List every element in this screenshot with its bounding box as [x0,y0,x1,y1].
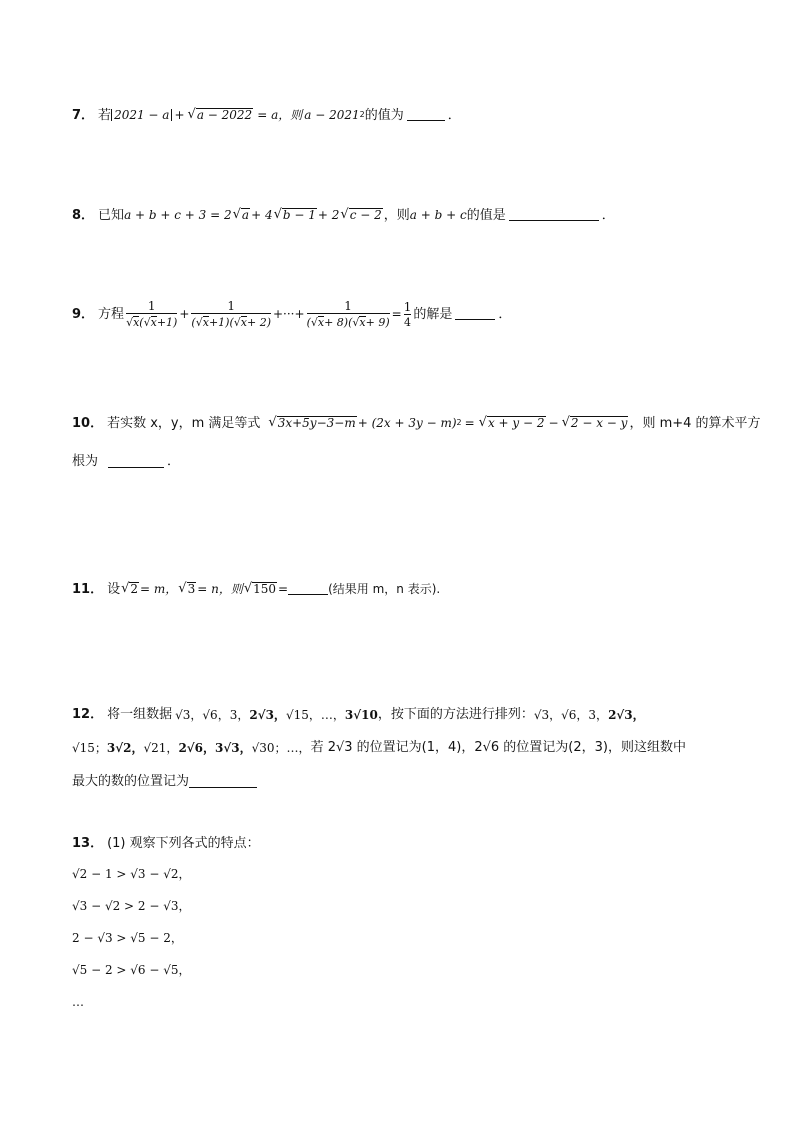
data-item: 3， [588,707,609,722]
exponent: 2 [456,418,462,428]
period: ． [167,454,181,469]
question-8 [72,208,615,223]
sqrt-expression: √ 3 [178,581,196,596]
data-item: √15； [72,740,107,755]
question-text: (1) 观察下列各式的特点： [107,836,260,851]
fraction-term-last [307,300,390,328]
radicand: c − 2 [349,208,382,222]
denominator: 4 [404,315,412,329]
question-13 [72,837,260,850]
question-9: 9． 方程 1 √ x (√ x +1) + 1 (√ x +1)( √ x + 2) +···+ 1 (√ x + 8)( √ x + 9) = $\frac{1}{4}$ 的解是 ． [72,299,512,329]
denominator-part: + 9) [365,315,390,329]
question-number: 13． [72,836,104,851]
target-expression: a − 2021 [304,108,360,123]
equation-part: + 2 [317,208,340,223]
sqrt-expression: √ a − 2022 [187,107,253,122]
question-number: 12． [72,707,104,722]
question-text: ，按下面的方法进行排列： [377,707,534,722]
sqrt-expression: √ a [232,207,250,222]
data-item: …， [286,740,311,755]
data-item: 2√3， [608,707,645,722]
equation-part: = n，则 [197,582,243,597]
fraction-rhs [404,301,412,328]
sqrt-expression: √ 150 [243,581,277,596]
radicand: 150 [253,582,277,596]
sqrt-expression: √ 2 [121,581,139,596]
data-item: 3， [229,707,250,722]
inequality-line: 2 − √3 > √5 − 2， [72,931,183,945]
data-item: 3√10 [344,707,378,722]
question-text: 最大的数的位置记为 [72,774,190,789]
radicand: b − 1 [282,208,316,222]
numerator: 1 [147,299,156,313]
data-item: √30； [251,740,287,755]
minus-sign: − [548,416,559,431]
sqrt-expression: √ c − 2 [340,207,382,222]
radicand: 2 [130,582,139,596]
question-text: 设 [107,581,121,597]
denominator-part: + 8)( [324,315,353,329]
question-text: ，则 m+4 的算术平方 [629,415,761,431]
fraction-term-1 [126,300,177,328]
ellipsis-line: … [72,995,84,1009]
radicand: x + y − 2 [487,416,545,430]
plus-sign: + [174,108,185,123]
denominator: √ x (√ x +1) [126,313,177,328]
data-item: …， [320,707,345,722]
data-item: √3， [533,707,562,722]
fraction-term-2 [191,300,271,328]
radicand: 3x+5y−3−m [277,416,356,430]
period: ． [601,207,615,223]
question-12-line-2 [72,741,686,754]
equals-sign: = [278,582,289,597]
radicand: x [317,316,325,329]
question-text: 的解是 [413,306,453,322]
period: ． [447,107,461,123]
data-item: 3√2， [106,740,144,755]
data-item: 2√3， [249,707,286,722]
question-7 [72,108,461,123]
data-item: 3√3， [215,740,252,755]
numerator: 1 [403,299,412,314]
radicand: x [240,316,247,329]
numerator: 1 [227,299,236,313]
data-item: 2√6， [178,740,216,755]
data-item: √6， [202,707,230,722]
data-item: √21， [143,740,179,755]
data-item: √6， [561,707,589,722]
sqrt-expression: √ b − 1 [273,207,316,222]
data-item: √3， [175,707,203,722]
inequality-line: √3 − √2 > 2 − √3， [72,899,191,913]
question-text: 已知 [98,207,125,223]
answer-blank[interactable] [189,776,257,788]
ellipsis-plus: +···+ [273,307,305,321]
question-text: 的值为 [364,107,404,123]
question-text: 的值是 [466,207,506,223]
sqrt-expression: √ x + y − 2 [478,415,545,430]
question-10-line-2 [72,455,180,468]
radicand: a − 2022 [196,108,253,122]
numerator: 1 [344,299,352,313]
question-12-line-3 [72,775,257,788]
radicand: a [241,208,250,222]
question-number: 11． [72,581,104,597]
question-text: 方程 [98,306,125,322]
equation-part: + 4 [251,208,273,223]
radicand: x [202,316,209,329]
equals-sign: = [464,416,475,431]
answer-blank[interactable] [509,209,599,221]
question-text: 根为 [72,454,99,469]
answer-blank[interactable] [108,456,164,468]
answer-blank[interactable] [407,109,445,121]
equation-left: a + b + c + 3 = 2 [124,208,232,223]
question-text: 将一组数据 [107,707,173,722]
equation-part: = m， [140,582,178,597]
radicand: 3 [187,582,196,596]
inequality-line: √5 − 2 > √6 − √5， [72,963,191,977]
absolute-value: 2021 − a [111,109,172,121]
question-11 [72,582,440,597]
radicand: 2 − x − y [570,416,628,430]
radicand: x [359,316,366,329]
denominator-part: +1)( [208,315,234,329]
period: ． [498,306,512,322]
equation-part: + (2x + 3y − m) [357,416,457,431]
question-10 [72,416,761,431]
denominator-part: + 2) [246,315,271,329]
question-number: 9． [72,306,95,322]
question-number: 10． [72,415,104,431]
denominator: (√ x + 8)( √ x + 9) [307,313,390,328]
denominator-part: +1) [156,315,178,329]
question-text: (结果用 m，n 表示). [328,582,441,597]
question-text: 若实数 x，y，m 满足等式 [107,415,261,431]
question-number: 7． [72,107,95,123]
question-text: 若 [98,107,112,123]
radicand: x [133,316,140,329]
data-item: √15， [285,707,321,722]
sqrt-expression: √ 3x+5y−3−m [268,415,356,430]
question-number: 8． [72,207,95,223]
target-expression: a + b + c [409,208,467,223]
question-text: ，则 [383,207,410,223]
question-12 [72,708,645,721]
answer-blank[interactable] [288,583,328,595]
equation-text: = a，则 [257,108,303,123]
radicand: x [150,316,157,329]
sqrt-expression: √ 2 − x − y [561,415,628,430]
answer-blank[interactable] [455,308,495,320]
denominator: (√ x +1)( √ x + 2) [191,313,271,328]
question-text: 若 2√3 的位置记为(1，4)，2√6 的位置记为(2，3)，则这组数中 [310,740,686,755]
exponent: 2 [359,110,365,120]
inequality-line: √2 − 1 > √3 − √2， [72,867,191,881]
